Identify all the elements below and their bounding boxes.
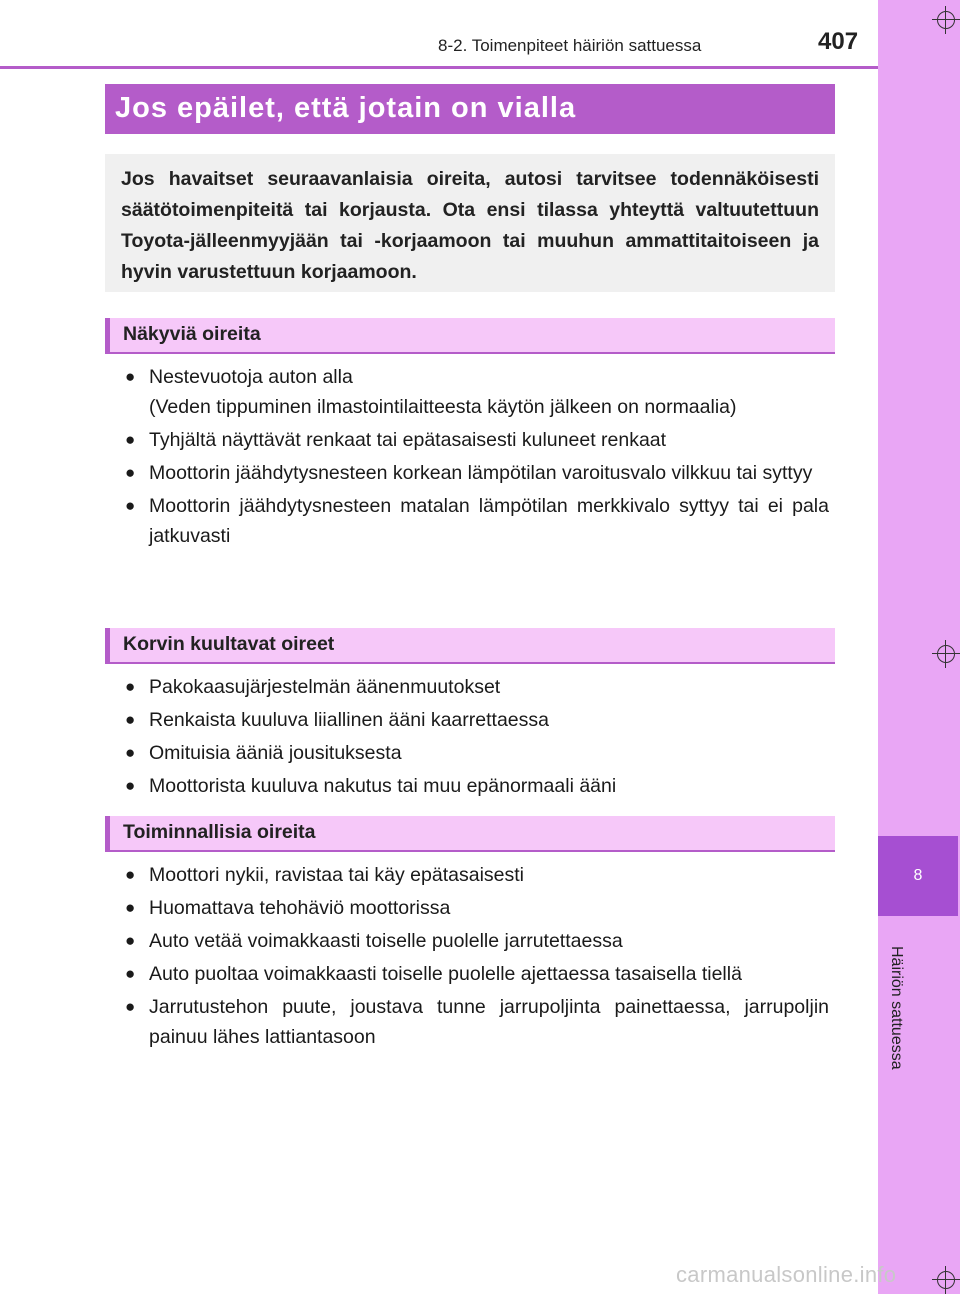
list-item xyxy=(125,771,829,801)
list-item xyxy=(125,893,829,923)
list-item-text: Huomattava tehohäviö moottorissa xyxy=(149,897,451,919)
list-item xyxy=(125,491,829,551)
list-item-text: Tyhjältä näyttävät renkaat tai epätasaisesti kuluneet renkaat xyxy=(149,429,667,451)
list-item xyxy=(125,458,829,488)
chapter-title-text: Häiriön sattuessa xyxy=(888,946,905,1070)
page-title: Jos epäilet, että jotain on vialla xyxy=(115,92,577,124)
functional-symptoms-list xyxy=(125,860,829,1055)
bullet-icon: ● xyxy=(125,743,136,762)
list-item-text: Jarrutustehon puute, joustava tunne jarrupoljinta painettaessa, jarrupoljin painuu lähes lattiantasoon xyxy=(149,996,829,1048)
section-heading-text: Toiminnallisia oireita xyxy=(123,821,316,843)
list-item-text: Pakokaasujärjestelmän äänenmuutokset xyxy=(149,676,501,698)
list-item-text: Auto puoltaa voimakkaasti toiselle puolelle ajettaessa tasaisella tiellä xyxy=(149,963,742,985)
watermark: carmanualsonline.info xyxy=(676,1262,897,1287)
section-heading-text: Korvin kuultavat oireet xyxy=(123,633,335,655)
list-item xyxy=(125,672,829,702)
list-item xyxy=(125,362,829,422)
list-item xyxy=(125,992,829,1052)
section-heading-visible xyxy=(105,318,835,354)
bullet-icon: ● xyxy=(125,677,136,696)
list-item-text: Moottori nykii, ravistaa tai käy epätasaisesti xyxy=(149,864,524,886)
visible-symptoms-list xyxy=(125,362,829,554)
intro-text: Jos havaitset seuraavanlaisia oireita, autosi tarvitsee todennäköisesti säätötoimenpiteitä tai korjausta. Ota ensi tilassa yhteyttä valtuutettuun Toyota-jälleenmyyjään tai -korjaamoon tai muuhun ammattitaitoiseen ja hyvin varustettuun korjaamoon. xyxy=(121,168,819,283)
registration-mark-icon xyxy=(932,1266,960,1294)
page-title-bar xyxy=(105,84,835,134)
list-item-text: Moottorin jäähdytysnesteen korkean lämpötilan varoitusvalo vilkkuu tai syttyy xyxy=(149,462,813,484)
bullet-icon: ● xyxy=(125,430,136,449)
section-heading-text: Näkyviä oireita xyxy=(123,323,261,345)
list-item xyxy=(125,738,829,768)
list-item-text: Moottorista kuuluva nakutus tai muu epänormaali ääni xyxy=(149,775,617,797)
chapter-title xyxy=(878,928,914,1088)
list-item-text: Auto vetää voimakkaasti toiselle puolelle jarrutettaessa xyxy=(149,930,623,952)
registration-mark-icon xyxy=(932,6,960,34)
bullet-icon: ● xyxy=(125,964,136,983)
bullet-icon: ● xyxy=(125,496,136,515)
list-item xyxy=(125,926,829,956)
bullet-icon: ● xyxy=(125,463,136,482)
audible-symptoms-list xyxy=(125,672,829,804)
bullet-icon: ● xyxy=(125,898,136,917)
list-item xyxy=(125,705,829,735)
list-item xyxy=(125,860,829,890)
list-item-text: Omituisia ääniä jousituksesta xyxy=(149,742,402,764)
header-rule xyxy=(0,66,878,69)
bullet-icon: ● xyxy=(125,367,136,386)
list-item-note: (Veden tippuminen ilmastointilaitteesta käytön jälkeen on normaalia) xyxy=(149,396,737,418)
bullet-icon: ● xyxy=(125,710,136,729)
list-item xyxy=(125,425,829,455)
bullet-icon: ● xyxy=(125,931,136,950)
list-item-text: Nestevuotoja auton alla xyxy=(149,366,353,388)
registration-mark-icon xyxy=(932,640,960,668)
section-heading-audible xyxy=(105,628,835,664)
bullet-icon: ● xyxy=(125,776,136,795)
section-label: 8-2. Toimenpiteet häiriön sattuessa xyxy=(438,36,702,55)
bullet-icon: ● xyxy=(125,997,136,1016)
intro-box xyxy=(105,154,835,292)
chapter-number: 8 xyxy=(878,836,958,916)
section-heading-functional xyxy=(105,816,835,852)
page-number: 407 xyxy=(818,28,859,55)
list-item-text: Renkaista kuuluva liiallinen ääni kaarrettaessa xyxy=(149,709,549,731)
list-item-text: Moottorin jäähdytysnesteen matalan lämpötilan merkkivalo syttyy tai ei pala jatkuvasti xyxy=(149,495,829,547)
bullet-icon: ● xyxy=(125,865,136,884)
list-item xyxy=(125,959,829,989)
